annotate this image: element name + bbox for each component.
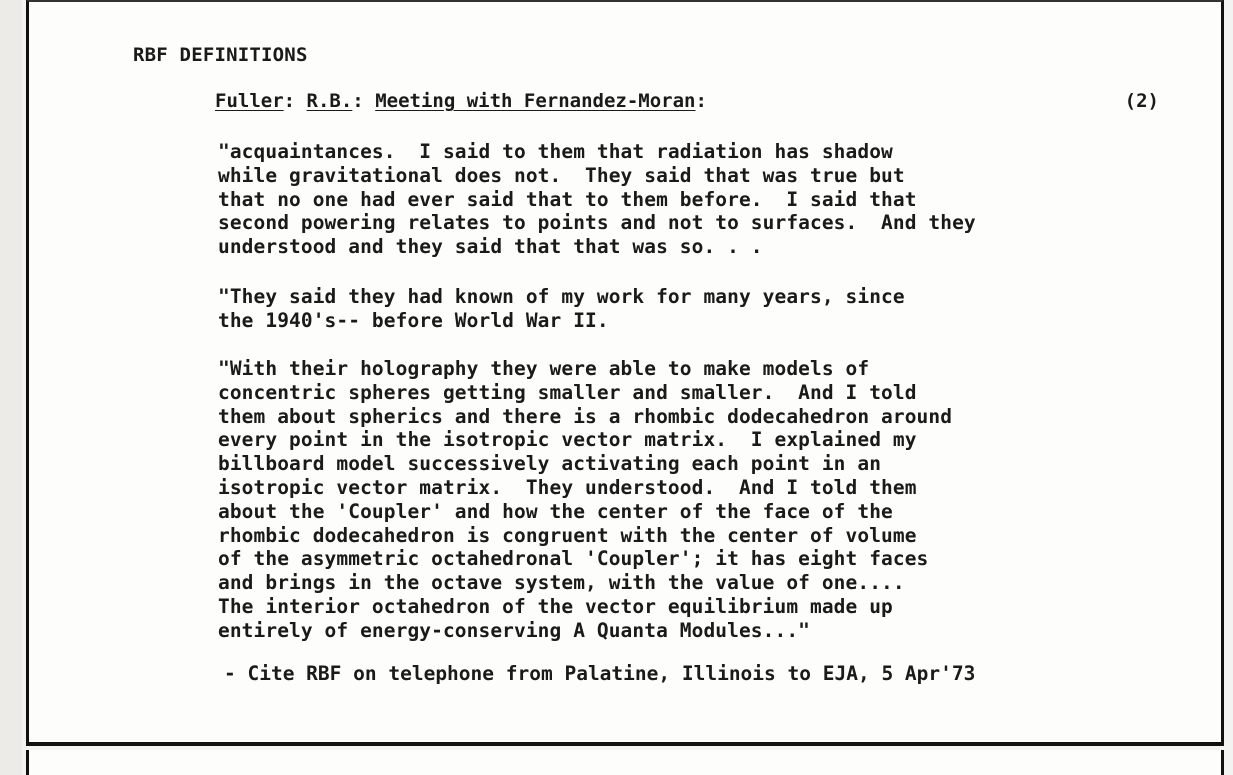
quote-paragraph: "acquaintances. I said to them that radiation has shadow while gravitational does not. They said that was true but that no one had ever said that to them before. I said that second powering relates to points and not to surfaces. And they understood and they said that that was so. . . xyxy=(218,140,976,259)
entry-title xyxy=(215,90,1123,112)
entry-initials: R.B. xyxy=(306,90,353,112)
quote-paragraph: "With their holography they were able to make models of concentric spheres getting smaller and smaller. And I told them about spherics and there is a rhombic dodecahedron around every point in the isotropic vector matrix. I explained my billboard model successively activating each point in an isotropic vector matrix. They understood. And I told them about the 'Coupler' and how the center of the face of the rhombic dodecahedron is congruent with the center of volume of the asymmetric octahedronal 'Coupler'; it has eight faces and brings in the octave system, with the value of one.... The interior octahedron of the vector equilibrium made up entirely of energy-conserving A Quanta Modules..." xyxy=(218,357,953,642)
card-header: RBF DEFINITIONS xyxy=(133,44,308,66)
entry-subject: Meeting with Fernandez-Moran xyxy=(375,90,696,112)
citation: - Cite RBF on telephone from Palatine, Illinois to EJA, 5 Apr'73 xyxy=(224,662,976,685)
quote-paragraph: "They said they had known of my work for many years, since the 1940's-- before World War II. xyxy=(218,285,905,332)
entry-separator: : xyxy=(283,90,307,112)
next-card-edge xyxy=(26,750,1224,775)
page-number: (2) xyxy=(1124,90,1159,112)
entry-author: Fuller xyxy=(215,90,284,112)
scanner-margin xyxy=(0,0,22,775)
entry-separator: : xyxy=(695,90,707,112)
entry-separator: : xyxy=(352,90,376,112)
